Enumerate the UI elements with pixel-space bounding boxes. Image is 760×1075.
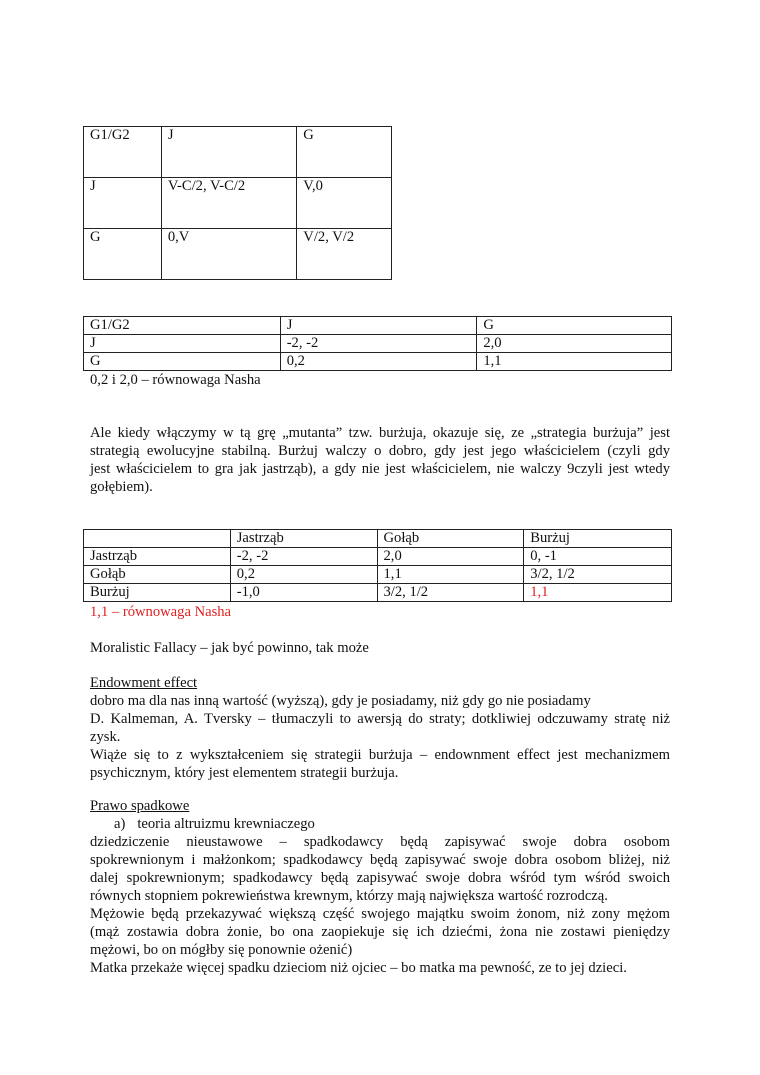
text-line: D. Kalmeman, A. Tversky – tłumaczyli to awersją do straty; dotkliwiej odczuwamy stratę niż (90, 711, 670, 727)
table-cell: 0,2 (230, 566, 377, 584)
table-cell: Gołąb (377, 530, 524, 548)
bourgeois-paragraph (90, 424, 670, 496)
table-cell: G (477, 317, 672, 335)
table-cell: Jastrząb (230, 530, 377, 548)
table-row (84, 548, 672, 566)
table-cell: Gołąb (84, 566, 231, 584)
table-cell: 0, -1 (524, 548, 672, 566)
table-row (84, 229, 392, 280)
table-cell: 3/2, 1/2 (377, 584, 524, 602)
text-line: dziedziczenie nieustawowe – spadkodawcy będą zapisywać swoje dobra osobom (90, 834, 670, 850)
table-cell: G (84, 353, 281, 371)
table-cell: 3/2, 1/2 (524, 566, 672, 584)
text-line: Wiąże się to z wykształceniem się strategii burżuja – endownment effect jest mechanizmem (90, 747, 670, 763)
table-cell: G1/G2 (84, 317, 281, 335)
table-cell (84, 530, 231, 548)
table-row (84, 178, 392, 229)
moralistic-fallacy: Moralistic Fallacy – jak być powinno, tak może (90, 640, 369, 656)
table-cell: V/2, V/2 (297, 229, 392, 280)
table-row (84, 566, 672, 584)
table-cell: -1,0 (230, 584, 377, 602)
table-row (84, 353, 672, 371)
table-cell: -2, -2 (280, 335, 477, 353)
endowment-text (90, 692, 670, 782)
prawo-text (90, 833, 670, 977)
text-line: zysk. (90, 729, 121, 745)
table-cell: J (280, 317, 477, 335)
table-cell: 0,V (161, 229, 296, 280)
table-cell: 0,2 (280, 353, 477, 371)
table-cell: Jastrząb (84, 548, 231, 566)
table-cell: Burżuj (524, 530, 672, 548)
table-cell: 2,0 (377, 548, 524, 566)
payoff-table-numeric (83, 316, 672, 371)
text-line: jest właścicielem to gra jak jastrząb), a gdy nie jest właścicielem, nie walczy 9czyli jest wtedy (90, 461, 670, 477)
list-marker: a) (114, 816, 126, 832)
payoff-table-symbolic (83, 126, 392, 280)
table-row (84, 317, 672, 335)
list-item-text: teoria altruizmu krewniaczego (137, 816, 315, 832)
table-cell: V,0 (297, 178, 392, 229)
text-line: mężowi, bo on mógłby się ponownie ożenić) (90, 942, 353, 958)
table-row (84, 584, 672, 602)
text-line: dobro ma dla nas inną wartość (wyższą), gdy je posiadamy, niż gdy go nie posiadamy (90, 693, 591, 709)
text-line: Ale kiedy włączymy w tą grę „mutanta” tzw. burżuja, okazuje się, ze „strategia burżuja” jest (90, 425, 670, 441)
table-row (84, 335, 672, 353)
table-row (84, 127, 392, 178)
table-row (84, 530, 672, 548)
table-cell: G (297, 127, 392, 178)
table-cell: G (84, 229, 162, 280)
table-cell: 2,0 (477, 335, 672, 353)
text-line: (mąż zostawia dobra żonie, bo ona zaopiekuje się ich dziećmi, żona nie zostawi pieniędzy (90, 924, 670, 940)
text-line: gołębiem). (90, 479, 153, 495)
table-cell: V-C/2, V-C/2 (161, 178, 296, 229)
table-cell: 1,1 (524, 584, 672, 602)
text-line: równych stopniem pokrewieństwa krewnym, którzy mają największa wartość rozrodczą. (90, 888, 608, 904)
table-cell: -2, -2 (230, 548, 377, 566)
endowment-heading: Endowment effect (90, 675, 198, 691)
text-line: spokrewnionym i małżonkom; spadkodawcy będą zapisywać swoje dobra osobom bliżej, niż (90, 852, 670, 868)
text-line: Mężowie będą przekazywać większą część swojego majątku swoim żonom, niż zony mężom (90, 906, 670, 922)
table-cell: J (161, 127, 296, 178)
prawo-heading: Prawo spadkowe (90, 798, 190, 814)
text-line: strategią ewolucyjne stabilną. Burżuj walczy o dobro, gdy jest jego właścicielem (czyli gdy (90, 443, 670, 459)
text-line: dalej spokrewnionym; spadkodawcy będą zapisywać swoje dobra wśród tym wśród swoich (90, 870, 670, 886)
nash-equilibrium-note-2: 1,1 – równowaga Nasha (90, 604, 232, 620)
text-line: Matka przekaże więcej spadku dzieciom niż ojciec – bo matka ma pewność, ze to jej dzieci. (90, 960, 627, 976)
table-cell: G1/G2 (84, 127, 162, 178)
table-cell: Burżuj (84, 584, 231, 602)
table-cell: 1,1 (377, 566, 524, 584)
text-line: psychicznym, który jest elementem strategii burżuja. (90, 765, 399, 781)
list-item (114, 815, 315, 833)
nash-equilibrium-note: 0,2 i 2,0 – równowaga Nasha (90, 372, 261, 388)
table-cell: J (84, 335, 281, 353)
table-cell: J (84, 178, 162, 229)
payoff-table-bourgeois (83, 529, 672, 602)
table-cell: 1,1 (477, 353, 672, 371)
